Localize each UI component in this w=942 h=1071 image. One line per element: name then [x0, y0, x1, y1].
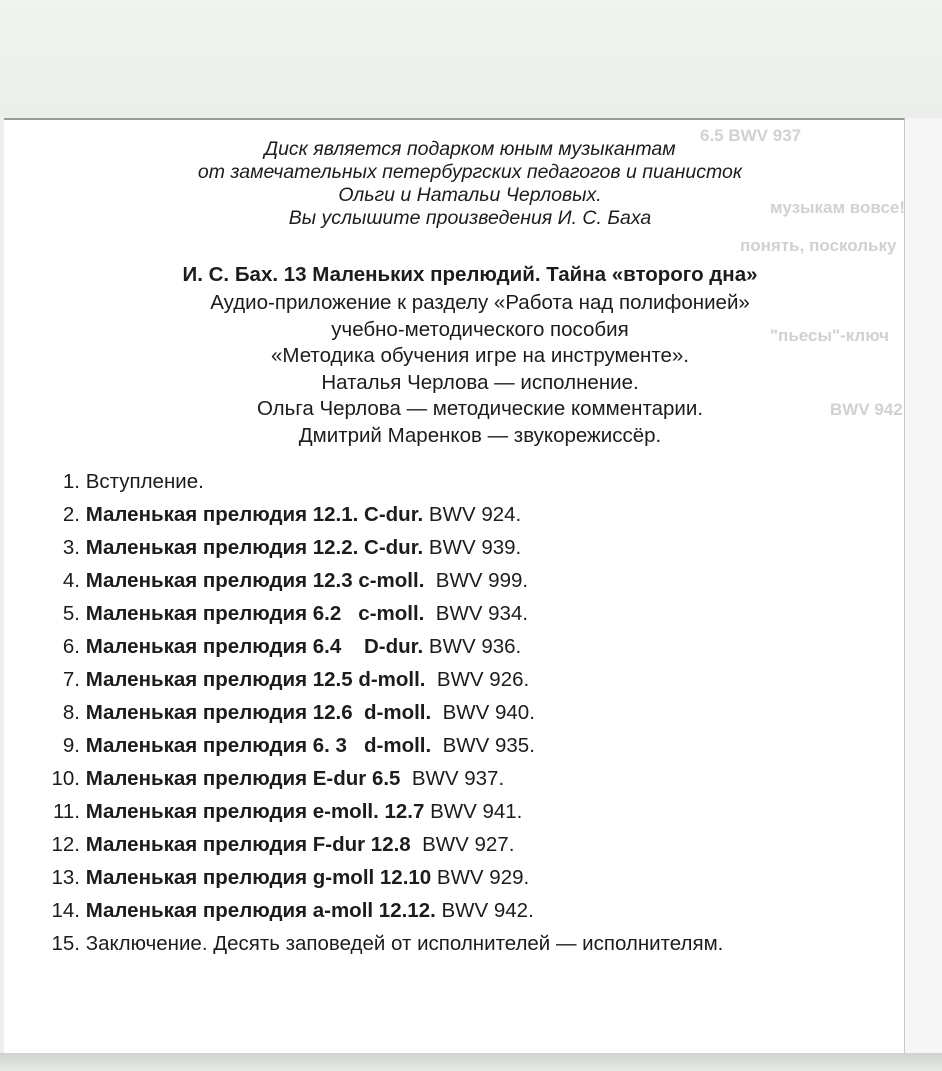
track-number: 2. — [62, 503, 80, 526]
track-catalog: BWV 929. — [431, 866, 530, 889]
dedication-text — [150, 138, 790, 230]
credits-block — [100, 290, 860, 449]
track-item — [30, 861, 890, 894]
track-catalog: BWV 942. — [435, 899, 534, 922]
track-number: 1. — [62, 470, 80, 493]
credit-sound-engineer: Дмитрий Маренков — звукорежиссёр. — [298, 423, 662, 447]
dedication-line: от замечательных петербургских педагогов и пианисток — [197, 161, 743, 183]
reverse-side-text: "пьесы"-ключ — [770, 326, 889, 345]
track-number: 14. — [51, 899, 80, 922]
track-name: Маленькая прелюдия F-dur 12.8 — [85, 833, 411, 856]
track-item — [30, 597, 890, 630]
dedication-line: Диск является подарком юным музыкантам — [264, 138, 676, 160]
track-number: 9. — [62, 734, 80, 757]
track-name: Маленькая прелюдия 12.6 d-moll. — [85, 701, 432, 724]
track-info: Вступление. — [85, 470, 204, 493]
track-info: Заключение. Десять заповедей от исполнителей — исполнителям. — [85, 932, 724, 955]
track-catalog: BWV 941. — [424, 800, 523, 823]
track-name: Маленькая прелюдия E-dur 6.5 — [85, 767, 401, 790]
track-number: 13. — [51, 866, 80, 889]
track-item — [30, 795, 890, 828]
track-item — [30, 564, 890, 597]
track-item — [30, 927, 890, 960]
track-name: Маленькая прелюдия e-moll. 12.7 — [85, 800, 425, 823]
subtitle-line: учебно-методического пособия — [331, 317, 629, 341]
track-catalog: BWV 999. — [424, 569, 529, 592]
track-catalog: BWV 934. — [424, 602, 529, 625]
track-item — [30, 762, 890, 795]
track-name: Маленькая прелюдия a-moll 12.12. — [85, 899, 436, 922]
track-number: 8. — [62, 701, 80, 724]
album-title: И. С. Бах. 13 Маленьких прелюдий. Тайна «второго дна» — [182, 263, 758, 286]
track-name: Маленькая прелюдия 12.2. C-dur. — [85, 536, 424, 559]
track-number: 10. — [51, 767, 80, 790]
track-item — [30, 465, 890, 498]
track-item — [30, 729, 890, 762]
track-name: Маленькая прелюдия 12.1. C-dur. — [85, 503, 424, 526]
credit-performer: Наталья Черлова — исполнение. — [321, 370, 639, 394]
track-name: Маленькая прелюдия 12.3 c-moll. — [85, 569, 425, 592]
track-number: 5. — [62, 602, 80, 625]
track-catalog: BWV 927. — [410, 833, 515, 856]
track-item — [30, 696, 890, 729]
track-list — [30, 465, 890, 960]
scan-background-right — [905, 118, 942, 1053]
track-number: 6. — [62, 635, 80, 658]
reverse-side-text: понять, поскольку — [740, 236, 897, 255]
track-catalog: BWV 924. — [423, 503, 522, 526]
track-catalog: BWV 935. — [431, 734, 535, 757]
track-number: 11. — [53, 800, 80, 823]
scan-background-top — [0, 0, 942, 118]
track-name: Маленькая прелюдия g-moll 12.10 — [85, 866, 432, 889]
scan-background-bottom — [0, 1053, 942, 1071]
credit-commentary: Ольга Черлова — методические комментарии. — [256, 397, 704, 420]
track-name: Маленькая прелюдия 12.5 d-moll. — [85, 668, 426, 691]
track-name: Маленькая прелюдия 6.4 D-dur. — [85, 635, 424, 658]
track-item — [30, 894, 890, 927]
dedication-line: Вы услышите произведения И. С. Баха — [288, 207, 652, 229]
track-catalog: BWV 940. — [431, 701, 535, 724]
track-number: 12. — [51, 833, 80, 856]
reverse-side-text: 6.5 BWV 937 — [700, 126, 802, 145]
track-number: 7. — [62, 668, 80, 691]
track-number: 15. — [51, 932, 80, 955]
track-item — [30, 663, 890, 696]
track-item — [30, 498, 890, 531]
reverse-side-text: музыкам вовсе! — [770, 198, 906, 217]
dedication-line: Ольги и Натальи Черловых. — [338, 184, 602, 206]
track-number: 3. — [62, 536, 80, 559]
track-name: Маленькая прелюдия 6.2 c-moll. — [85, 602, 425, 625]
track-catalog: BWV 937. — [400, 767, 505, 790]
track-catalog: BWV 926. — [425, 668, 530, 691]
track-item — [30, 531, 890, 564]
track-number: 4. — [62, 569, 80, 592]
track-item — [30, 630, 890, 663]
subtitle-line: Аудио-приложение к разделу «Работа над полифонией» — [210, 291, 750, 314]
track-name: Маленькая прелюдия 6. 3 d-moll. — [85, 734, 432, 757]
subtitle-line: «Методика обучения игре на инструменте». — [271, 344, 689, 367]
reverse-side-text: BWV 942 — [830, 400, 903, 419]
track-item — [30, 828, 890, 861]
track-catalog: BWV 939. — [423, 536, 522, 559]
track-catalog: BWV 936. — [423, 635, 522, 658]
